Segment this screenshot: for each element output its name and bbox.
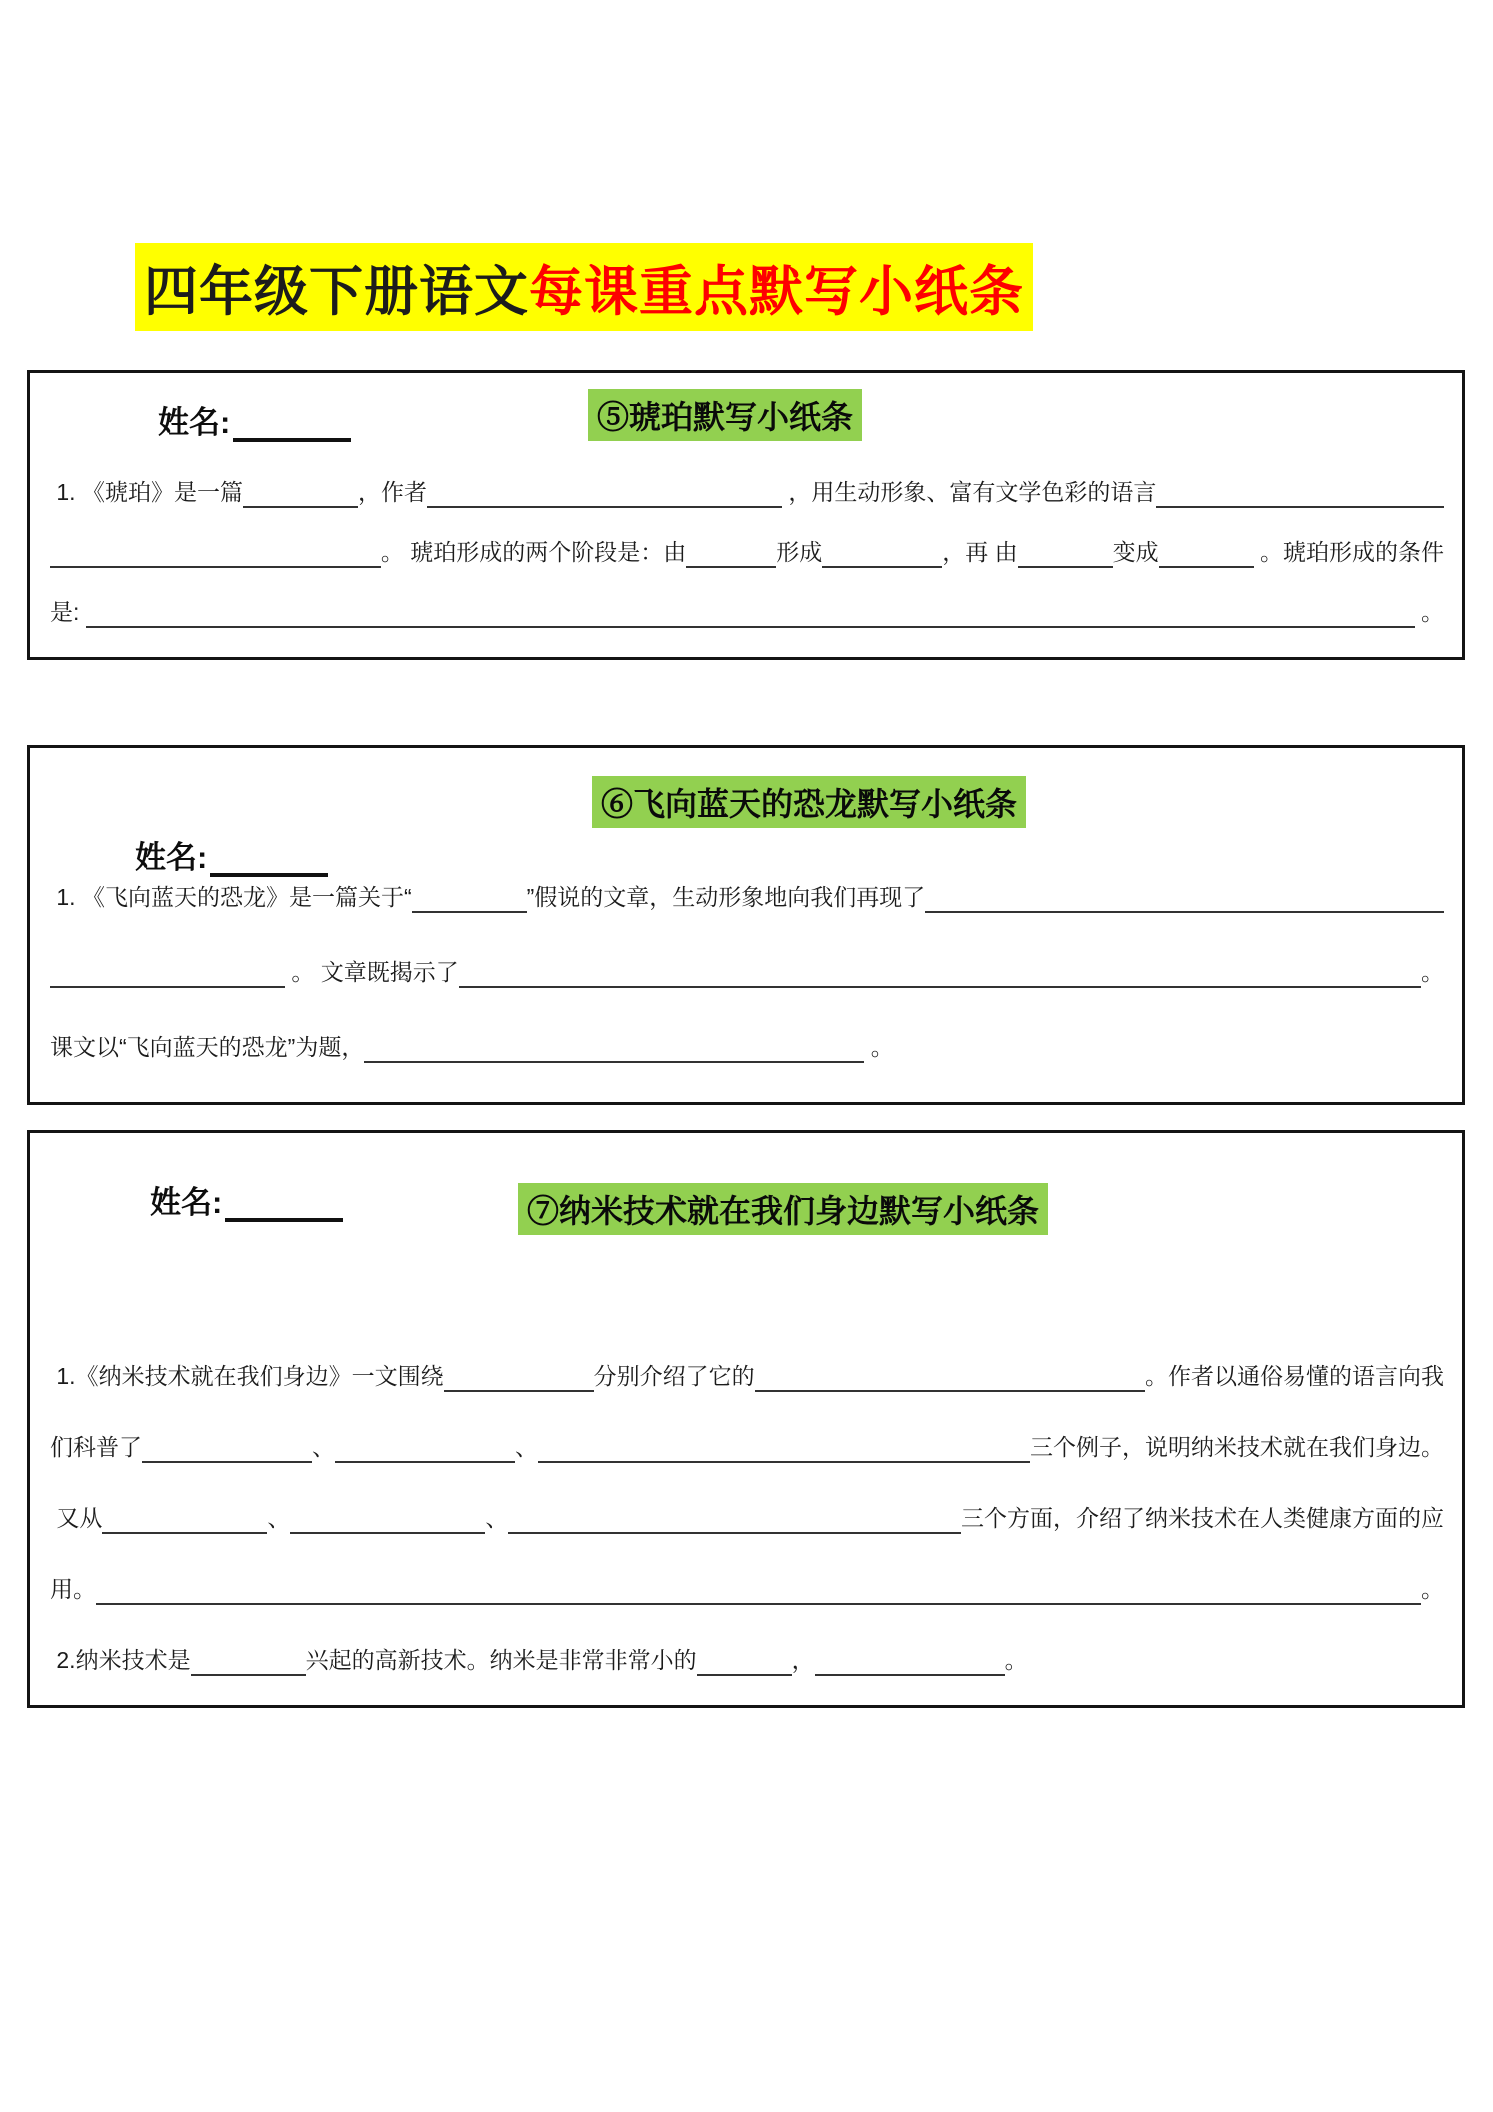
name-input-line[interactable] [210, 845, 328, 877]
blank-underline[interactable] [755, 1364, 1145, 1392]
blank-underline[interactable] [822, 540, 942, 568]
line-text: 。 [1004, 1647, 1028, 1674]
line-text: 。作者以通俗易懂的语言向我 [1145, 1363, 1444, 1389]
line-text: 。琥珀形成的条件 [1253, 539, 1444, 566]
fill-line [50, 1432, 1444, 1463]
page-title-red-part: 每课重点默写小纸条 [529, 261, 1024, 322]
line-text: 。 文章既揭示了 [285, 959, 459, 986]
fill-line [50, 597, 1444, 628]
fill-line [50, 957, 1444, 988]
blank-underline[interactable] [412, 885, 527, 913]
blank-underline[interactable] [50, 540, 381, 568]
page-title [135, 243, 1033, 331]
line-text: 分别介绍了它的 [593, 1363, 755, 1389]
fill-line [50, 1503, 1444, 1534]
blank-underline[interactable] [191, 1648, 306, 1676]
fill-line [50, 477, 1444, 508]
name-field [150, 1177, 343, 1222]
section-heading-amber: ⑤琥珀默写小纸条 [588, 389, 862, 441]
fill-line [50, 882, 1444, 913]
line-text: ，作者 [357, 479, 427, 505]
line-text: ”假说的文章，生动形象地向我们再现了 [526, 884, 926, 910]
fill-line [50, 537, 1444, 568]
blank-underline[interactable] [96, 1577, 1421, 1605]
blank-underline[interactable] [686, 540, 776, 568]
blank-underline[interactable] [86, 600, 1415, 628]
line-text: 们科普了 [50, 1434, 142, 1461]
line-text: 、 [312, 1434, 335, 1461]
line-text: 、 [267, 1505, 291, 1532]
blank-underline[interactable] [459, 960, 1421, 988]
fill-line [50, 1574, 1444, 1605]
line-text: 。 [1421, 1576, 1444, 1603]
fill-line [50, 1645, 1444, 1676]
line-text: ，用生动形象、富有文学色彩的语言 [781, 479, 1157, 505]
line-text: 三个例子，说明纳米技术就在我们身边。 [1030, 1434, 1444, 1461]
blank-underline[interactable] [290, 1506, 485, 1534]
line-text: ， [791, 1647, 815, 1674]
line-text: 、 [515, 1434, 538, 1461]
section-nanotech-slip [27, 1130, 1465, 1708]
name-field [158, 397, 351, 442]
name-label: 姓名: [150, 1185, 223, 1220]
line-text: 、 [485, 1505, 509, 1532]
blank-underline[interactable] [697, 1648, 792, 1676]
blank-underline[interactable] [142, 1435, 312, 1463]
blank-underline[interactable] [1018, 540, 1113, 568]
line-text: 用。 [50, 1576, 96, 1603]
name-field [135, 832, 328, 877]
line-text: 。 [1414, 599, 1444, 626]
line-text: 三个方面，介绍了纳米技术在人类健康方面的应 [961, 1505, 1444, 1532]
blank-underline[interactable] [50, 960, 285, 988]
fill-line [50, 1032, 1444, 1063]
section-heading-nanotech: ⑦纳米技术就在我们身边默写小纸条 [518, 1183, 1048, 1235]
line-text: 。 [1421, 959, 1444, 986]
line-text: 是: [50, 599, 86, 626]
line-text: 课文以“飞向蓝天的恐龙”为题， [50, 1034, 365, 1061]
name-label: 姓名: [135, 840, 208, 875]
line-text: 1. 《飞向蓝天的恐龙》是一篇关于“ [50, 884, 412, 910]
fill-in-lines [50, 882, 1444, 1107]
line-text: 2.纳米技术是 [50, 1647, 191, 1674]
line-text: 1. 《琥珀》是一篇 [50, 479, 243, 505]
blank-underline[interactable] [243, 480, 358, 508]
section-amber-slip [27, 370, 1465, 660]
fill-in-lines [50, 477, 1444, 657]
blank-underline[interactable] [925, 885, 1444, 913]
blank-underline[interactable] [364, 1035, 864, 1063]
blank-underline[interactable] [508, 1506, 961, 1534]
name-input-line[interactable] [225, 1190, 343, 1222]
section-dinosaur-slip [27, 745, 1465, 1105]
line-text: 兴起的高新技术。纳米是非常非常小的 [305, 1647, 697, 1674]
line-text: 变成 [1112, 539, 1159, 566]
blank-underline[interactable] [427, 480, 782, 508]
line-text: 又从 [50, 1505, 103, 1532]
blank-underline[interactable] [102, 1506, 267, 1534]
line-text: 1.《纳米技术就在我们身边》一文围绕 [50, 1363, 444, 1389]
section-heading-dinosaur: ⑥飞向蓝天的恐龙默写小纸条 [592, 776, 1026, 828]
name-label: 姓名: [158, 405, 231, 440]
blank-underline[interactable] [1156, 480, 1444, 508]
name-input-line[interactable] [233, 410, 351, 442]
line-text: 。 [864, 1034, 894, 1061]
blank-underline[interactable] [538, 1435, 1030, 1463]
line-text: 形成 [776, 539, 823, 566]
blank-underline[interactable] [444, 1364, 594, 1392]
fill-in-lines [50, 1361, 1444, 1716]
blank-underline[interactable] [335, 1435, 515, 1463]
line-text: ，再 由 [942, 539, 1018, 566]
line-text: 。 琥珀形成的两个阶段是：由 [380, 539, 687, 566]
blank-underline[interactable] [1159, 540, 1254, 568]
fill-line [50, 1361, 1444, 1392]
page-title-black-part: 四年级下册语文 [144, 261, 529, 322]
blank-underline[interactable] [815, 1648, 1005, 1676]
